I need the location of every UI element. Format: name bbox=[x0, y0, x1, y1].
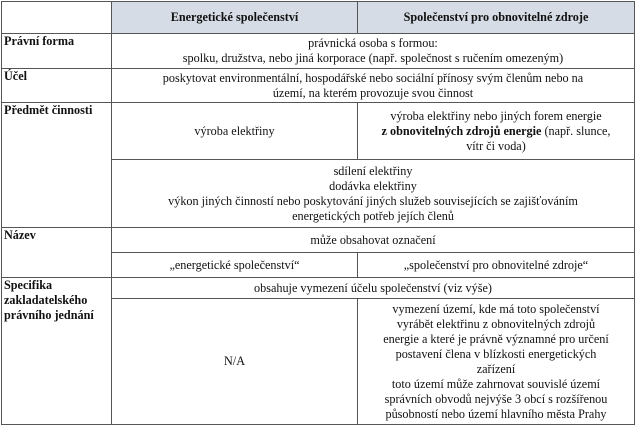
row-label-pravni-forma: Právní forma bbox=[2, 34, 112, 69]
specifika-right-line: zařízení bbox=[476, 361, 516, 376]
specifika-right-line: správních obvodů nejvýše 3 obcí s rozšířenou bbox=[384, 391, 608, 406]
predmet-right-line3: vítr či voda) bbox=[466, 138, 526, 153]
predmet-left-value: výroba elektřiny bbox=[112, 103, 358, 160]
row-label-nazev: Název bbox=[2, 228, 112, 278]
row-ucel bbox=[2, 69, 635, 103]
header-energeticke-spolecenstvi: Energetické společenství bbox=[112, 2, 358, 34]
specifika-right-value bbox=[358, 299, 635, 425]
predmet-shared-line2: dodávka elektřiny bbox=[329, 178, 417, 193]
predmet-shared-line1: sdílení elektřiny bbox=[333, 163, 413, 178]
nazev-left-value: „energetické společenství“ bbox=[112, 253, 358, 278]
nazev-shared-value: může obsahovat označení bbox=[112, 228, 635, 253]
row-nazev bbox=[2, 228, 635, 253]
ucel-line1: poskytovat environmentální, hospodářské nebo sociální přínosy svým členům nebo na bbox=[162, 70, 584, 85]
ucel-line2: území, na kterém provozuje svou činnost bbox=[272, 85, 474, 100]
specifika-right-line: působností nebo území hlavního města Prahy bbox=[385, 406, 607, 421]
row-label-predmet-cinnosti: Předmět činnosti bbox=[2, 103, 112, 228]
row-predmet-cinnosti bbox=[2, 103, 635, 160]
predmet-shared-line4: energetických potřeb jejích členů bbox=[292, 208, 454, 223]
specifika-right-line: vyrábět elektřinu z obnovitelných zdrojů bbox=[396, 316, 596, 331]
specifika-left-value: N/A bbox=[112, 299, 358, 425]
predmet-right-value bbox=[358, 103, 635, 160]
specifika-label-line3: právního jednání bbox=[4, 308, 94, 322]
row-specifika bbox=[2, 278, 635, 299]
predmet-shared-line3: výkon jiných činností nebo poskytování jiných služeb souvisejících se zajišťováním bbox=[168, 193, 578, 208]
specifika-right-line: postavení člena v blízkosti energetických bbox=[395, 346, 597, 361]
header-spolecenstvi-obnovitelne-zdroje: Společenství pro obnovitelné zdroje bbox=[358, 2, 635, 34]
nazev-right-value: „společenství pro obnovitelné zdroje“ bbox=[358, 253, 635, 278]
comparison-table bbox=[1, 1, 635, 425]
specifika-label-line1: Specifika bbox=[4, 278, 53, 292]
pravni-forma-line2: spolku, družstva, nebo jiná korporace (např. společnost s ručením omezeným) bbox=[182, 51, 564, 65]
row-label-ucel: Účel bbox=[2, 69, 112, 103]
predmet-right-rest: (např. slunce, bbox=[541, 123, 611, 138]
specifika-shared-value: obsahuje vymezení účelu společenství (viz výše) bbox=[112, 278, 635, 299]
predmet-right-bold: z obnovitelných zdrojů energie bbox=[381, 123, 542, 138]
row-label-specifika bbox=[2, 278, 112, 425]
specifika-right-line: toto území může zahrnovat souvislé území bbox=[391, 376, 601, 391]
specifika-right-line: energie a které je právně významné pro určení bbox=[383, 331, 609, 346]
row-pravni-forma bbox=[2, 34, 635, 69]
predmet-right-line1: výroba elektřiny nebo jiných forem energie bbox=[390, 108, 602, 123]
predmet-right-line2 bbox=[361, 124, 631, 139]
header-row bbox=[2, 2, 635, 34]
specifika-label-line2: zakladatelského bbox=[4, 293, 88, 307]
pravni-forma-value bbox=[112, 34, 635, 69]
pravni-forma-line1: právnická osoba s formou: bbox=[308, 36, 438, 50]
predmet-shared-value bbox=[112, 160, 635, 228]
specifika-right-line: vymezení území, kde má toto společenství bbox=[392, 301, 600, 316]
ucel-value bbox=[112, 69, 635, 103]
corner-cell bbox=[2, 2, 112, 34]
